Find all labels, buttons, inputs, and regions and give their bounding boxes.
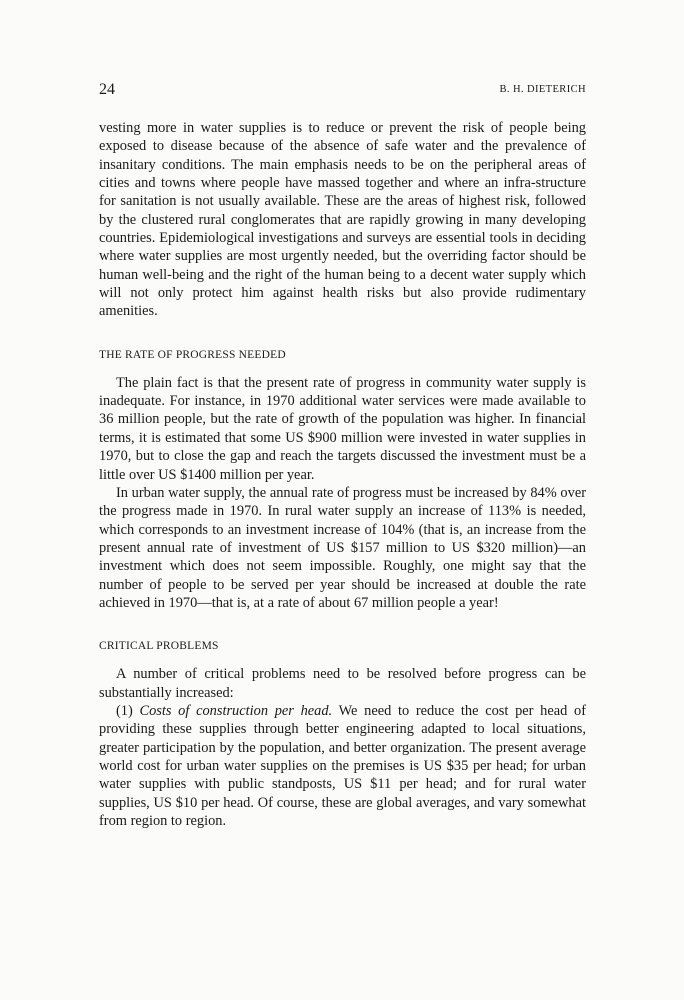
paragraph-urban-rural-rates: In urban water supply, the annual rate of progress must be increased by 84% over the progress made in 1970. In rural water supply an increase of 113% is needed, which corresponds to an investment increase of 104% (that is, an increase from the present annual rate of investment of US $157 million to US $320 million)—an investment which does not seem impossible. Roughly, one might say that the number of people to be served per year should be increased at double the rate achieved in 1970—that is, at a rate of about 67 million people a year! [99, 484, 586, 611]
page-number: 24 [99, 81, 115, 98]
section-spacer [99, 612, 586, 639]
running-head: B. H. DIETERICH [499, 84, 586, 95]
section-heading-critical-problems: CRITICAL PROBLEMS [99, 640, 219, 653]
body-text [99, 119, 586, 830]
page-header [99, 80, 586, 100]
item-body: We need to reduce the cost per head of providing these supplies through better engineering adapted to local situations, greater participation by the population, and better organization. The present average world cost for urban water supplies on the premises is US $35 per head; for urban water supplies with public standposts, US $11 per head; and for rural water supplies, US $10 per head. Of course, these are global averages, and vary somewhat from region to region. [99, 702, 586, 829]
section-spacer [99, 654, 586, 665]
item-title-italic: Costs of construction per head. [139, 702, 333, 719]
section-spacer [99, 321, 586, 348]
list-number: (1) [116, 702, 140, 719]
paragraph-costs-of-construction [99, 702, 586, 830]
paragraph-continuation: vesting more in water supplies is to reduce or prevent the risk of people being exposed to disease because of the absence of safe water and the prevalence of insanitary conditions. The main emphasis needs to be on the peripheral areas of cities and towns where people have massed together and where an infra-structure for sanitation is not usually available. These are the areas of highest risk, followed by the clustered rural conglomerates that are rapidly growing in many developing countries. Epidemiological investigations and surveys are essential tools in deciding where water supplies are most urgently needed, but the overriding factor should be human well-being and the right of the human being to a decent water supply which will not only protect him against health risks but also provide rudimentary amenities. [99, 120, 586, 320]
section-heading-rate-of-progress: THE RATE OF PROGRESS NEEDED [99, 348, 286, 361]
section-spacer [99, 363, 586, 374]
paragraph-critical-intro: A number of critical problems need to be resolved before progress can be substantially increased: [99, 666, 586, 701]
paragraph-rate-inadequate: The plain fact is that the present rate of progress in community water supply is inadequate. For instance, in 1970 additional water services were made available to 36 million people, but the rate of growth of the population was higher. In financial terms, it is estimated that some US $900 million were invested in water supplies in 1970, but to close the gap and reach the targets discussed the investment must be a little over US $1400 million per year. [99, 374, 586, 483]
